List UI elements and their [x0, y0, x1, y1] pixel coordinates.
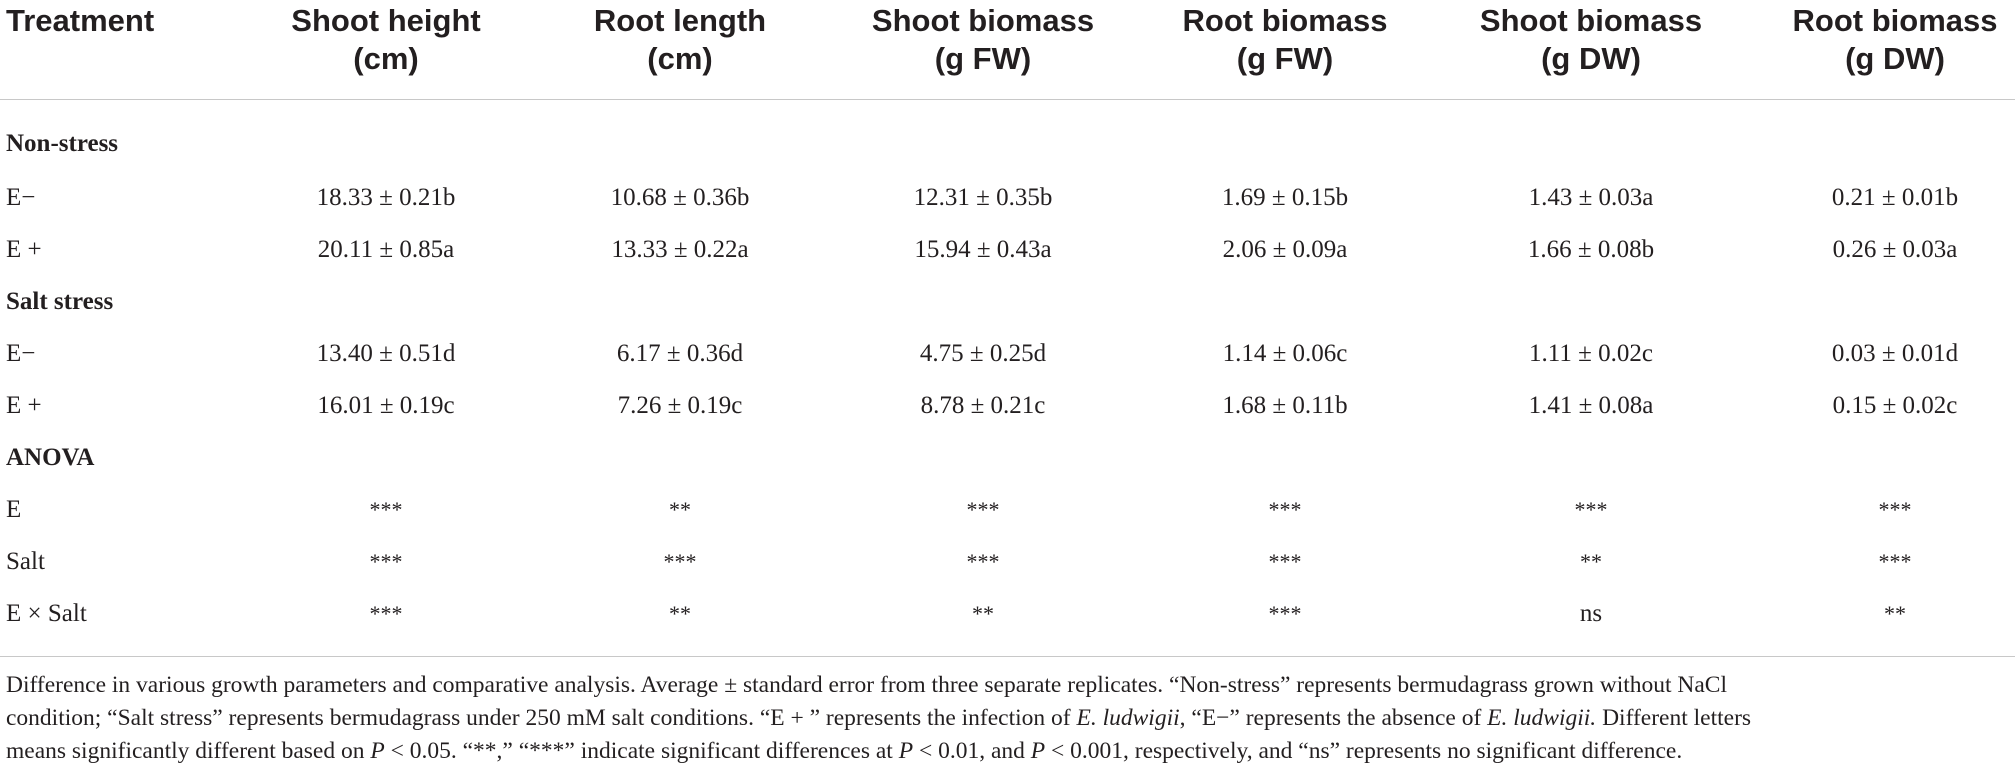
- cell-shoot-biomass-fw: 4.75 ± 0.25d: [919, 340, 1047, 367]
- cell-shoot-biomass-dw: 1.11 ± 0.02c: [1529, 340, 1653, 367]
- row-label: Non-stress: [6, 130, 119, 157]
- cell-root-length: 13.33 ± 0.22a: [611, 236, 749, 263]
- footnote-text: means significantly different based on: [6, 738, 371, 764]
- table-row: [0, 328, 2015, 380]
- cell-root-length: ***: [663, 549, 697, 574]
- cell-shoot-biomass-dw: 1.43 ± 0.03a: [1528, 184, 1654, 211]
- header-line2: (g DW): [1845, 41, 1945, 76]
- p-symbol: P: [898, 738, 914, 764]
- cell-root-biomass-dw: ***: [1878, 497, 1912, 522]
- header-line1: Root biomass: [1182, 3, 1388, 38]
- row-label: E−: [6, 340, 36, 367]
- footer-divider: [0, 656, 2015, 657]
- cell-root-length: 6.17 ± 0.36d: [616, 340, 744, 367]
- header-line1: Root biomass: [1792, 3, 1998, 38]
- cell-shoot-height: 20.11 ± 0.85a: [317, 236, 455, 263]
- cell-root-length: 10.68 ± 0.36b: [610, 184, 750, 211]
- table-row-section-anova: [0, 432, 2015, 484]
- row-label: E +: [6, 236, 42, 263]
- cell-shoot-biomass-fw: ***: [966, 549, 1000, 574]
- cell-root-biomass-fw: 1.69 ± 0.15b: [1221, 184, 1349, 211]
- cell-shoot-biomass-dw: 1.41 ± 0.08a: [1528, 392, 1654, 419]
- footnote-text: < 0.05. “**,” “***” indicate significant differences at: [384, 738, 899, 764]
- header-line1: Shoot biomass: [1479, 3, 1703, 38]
- cell-root-biomass-fw: ***: [1268, 601, 1302, 626]
- cell-root-length: 7.26 ± 0.19c: [617, 392, 743, 419]
- header-root-biomass-fw: [1165, 2, 1405, 78]
- header-line2: (g FW): [934, 41, 1032, 76]
- table-footnote: [6, 669, 2006, 768]
- table-row: [0, 224, 2015, 276]
- footnote-text: condition; “Salt stress” represents bermudagrass under 250 mM salt conditions. “E + ” represents the infection of: [6, 705, 1077, 731]
- cell-root-length: **: [669, 497, 691, 522]
- footnote-line-1: [6, 669, 2006, 702]
- row-label: E: [6, 496, 22, 523]
- row-label: E × Salt: [6, 600, 87, 627]
- cell-root-biomass-dw: ***: [1878, 549, 1912, 574]
- cell-shoot-biomass-fw: **: [972, 601, 994, 626]
- header-treatment: [6, 2, 154, 40]
- footnote-text: Different letters: [1596, 705, 1752, 731]
- cell-root-biomass-dw: **: [1884, 601, 1906, 626]
- header-line2: (cm): [647, 41, 713, 76]
- table-row-section-salt-stress: [0, 276, 2015, 328]
- cell-shoot-height: ***: [369, 549, 403, 574]
- footnote-text: , “E−” represents the absence of: [1179, 705, 1488, 731]
- footnote-text: Difference in various growth parameters and comparative analysis. Average ± standard error from three separate replicates. “Non-stress” represents bermudagrass grown without NaCl: [6, 672, 1728, 698]
- p-symbol: P: [1030, 738, 1046, 764]
- cell-shoot-height: ***: [369, 601, 403, 626]
- species-name: E. ludwigii: [1076, 705, 1180, 731]
- table-row: [0, 536, 2015, 588]
- cell-root-biomass-fw: 1.14 ± 0.06c: [1222, 340, 1348, 367]
- cell-shoot-biomass-dw: **: [1580, 549, 1602, 574]
- header-treatment-label: Treatment: [6, 3, 155, 38]
- table-row: [0, 172, 2015, 224]
- table-row: [0, 484, 2015, 536]
- header-root-length: [560, 2, 800, 78]
- p-symbol: P: [370, 738, 385, 764]
- cell-root-length: **: [669, 601, 691, 626]
- header-divider: [0, 99, 2015, 100]
- cell-shoot-biomass-fw: 15.94 ± 0.43a: [914, 236, 1052, 263]
- row-label: ANOVA: [6, 444, 95, 471]
- row-label: E−: [6, 184, 36, 211]
- table-row: [0, 380, 2015, 432]
- cell-root-biomass-dw: 0.03 ± 0.01d: [1831, 340, 1959, 367]
- header-line2: (cm): [353, 41, 419, 76]
- footnote-text: < 0.01, and: [913, 738, 1031, 764]
- header-shoot-biomass-dw: [1471, 2, 1711, 78]
- cell-root-biomass-fw: 1.68 ± 0.11b: [1222, 392, 1348, 419]
- header-line1: Shoot height: [291, 3, 481, 38]
- cell-shoot-height: ***: [369, 497, 403, 522]
- header-line2: (g DW): [1541, 41, 1641, 76]
- row-label: E +: [6, 392, 42, 419]
- cell-root-biomass-fw: ***: [1268, 497, 1302, 522]
- cell-shoot-biomass-dw: ***: [1574, 497, 1608, 522]
- cell-shoot-height: 16.01 ± 0.19c: [317, 392, 455, 419]
- table-row: [0, 588, 2015, 640]
- cell-shoot-biomass-dw: ns: [1579, 600, 1603, 627]
- cell-root-biomass-dw: 0.21 ± 0.01b: [1831, 184, 1959, 211]
- header-line1: Root length: [593, 3, 767, 38]
- footnote-text: < 0.001, respectively, and “ns” represents no significant difference.: [1045, 738, 1683, 764]
- cell-shoot-biomass-fw: 8.78 ± 0.21c: [920, 392, 1046, 419]
- row-label: Salt: [6, 548, 45, 575]
- header-line1: Shoot biomass: [871, 3, 1095, 38]
- row-label: Salt stress: [6, 288, 114, 315]
- cell-shoot-biomass-dw: 1.66 ± 0.08b: [1527, 236, 1655, 263]
- species-name: E. ludwigii.: [1487, 705, 1597, 731]
- table-header: [0, 0, 2015, 98]
- cell-root-biomass-dw: 0.26 ± 0.03a: [1832, 236, 1958, 263]
- cell-root-biomass-fw: ***: [1268, 549, 1302, 574]
- cell-shoot-biomass-fw: 12.31 ± 0.35b: [913, 184, 1053, 211]
- footnote-line-2: [6, 702, 2006, 735]
- table-row-section-non-stress: [0, 118, 2015, 170]
- footnote-line-3: [6, 735, 2006, 768]
- cell-root-biomass-fw: 2.06 ± 0.09a: [1222, 236, 1348, 263]
- header-line2: (g FW): [1236, 41, 1334, 76]
- cell-root-biomass-dw: 0.15 ± 0.02c: [1832, 392, 1958, 419]
- cell-shoot-height: 18.33 ± 0.21b: [316, 184, 456, 211]
- header-root-biomass-dw: [1775, 2, 2015, 78]
- header-shoot-biomass-fw: [863, 2, 1103, 78]
- cell-shoot-biomass-fw: ***: [966, 497, 1000, 522]
- cell-shoot-height: 13.40 ± 0.51d: [316, 340, 456, 367]
- header-shoot-height: [266, 2, 506, 78]
